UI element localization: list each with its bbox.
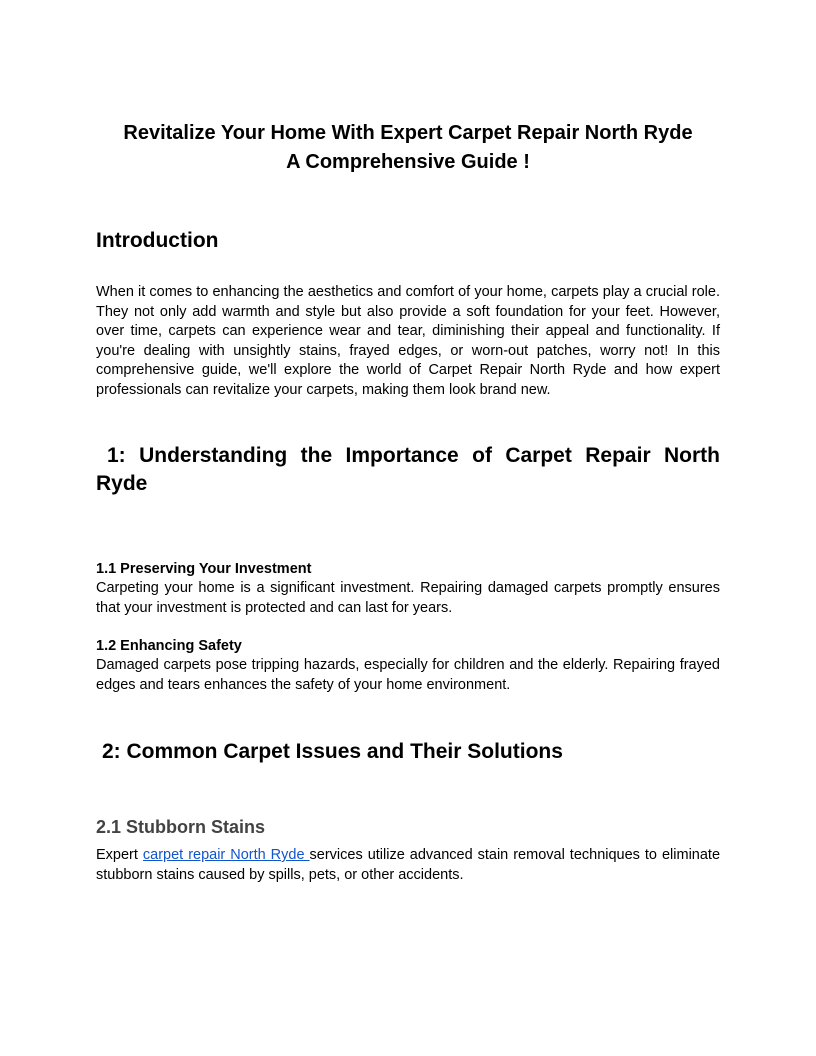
- section-2-1-heading: 2.1 Stubborn Stains: [96, 817, 266, 837]
- document-title: [96, 119, 720, 177]
- section-2-1-text-prefix: Expert: [96, 847, 143, 863]
- section-2-1-paragraph: [96, 846, 720, 885]
- section-1-heading: 1: Understanding the Importance of Carpet Repair North Ryde: [96, 444, 720, 495]
- section-1-1-heading: 1.1 Preserving Your Investment: [96, 561, 312, 577]
- section-1-2-heading: 1.2 Enhancing Safety: [96, 638, 242, 654]
- introduction-paragraph: When it comes to enhancing the aesthetics and comfort of your home, carpets play a crucial role. They not only add warmth and style but also provide a soft foundation for your feet. However, over time, carpets can experience wear and tear, diminishing their appeal and functionality. If you're dealing with unsightly stains, frayed edges, or worn-out patches, worry not! In this comprehensive guide, we'll explore the world of Carpet Repair North Ryde and how expert professionals can revitalize your carpets, making them look brand new.: [96, 284, 720, 398]
- section-2-heading: 2: Common Carpet Issues and Their Solutions: [102, 740, 563, 763]
- introduction-heading: Introduction: [96, 229, 219, 252]
- section-1-2-paragraph: Damaged carpets pose tripping hazards, especially for children and the elderly. Repairing frayed edges and tears enhances the safety of your home environment.: [96, 657, 720, 693]
- section-1-1-paragraph: Carpeting your home is a significant investment. Repairing damaged carpets promptly ensures that your investment is protected and can last for years.: [96, 580, 720, 616]
- carpet-repair-link[interactable]: carpet repair North Ryde: [142, 847, 310, 863]
- title-line-2: A Comprehensive Guide !: [286, 151, 530, 173]
- section-2-1-text-suffix: services utilize advanced stain removal techniques to eliminate stubborn stains caused by spills, pets, or other accidents.: [96, 847, 721, 883]
- title-line-1: Revitalize Your Home With Expert Carpet Repair North Ryde: [123, 122, 693, 144]
